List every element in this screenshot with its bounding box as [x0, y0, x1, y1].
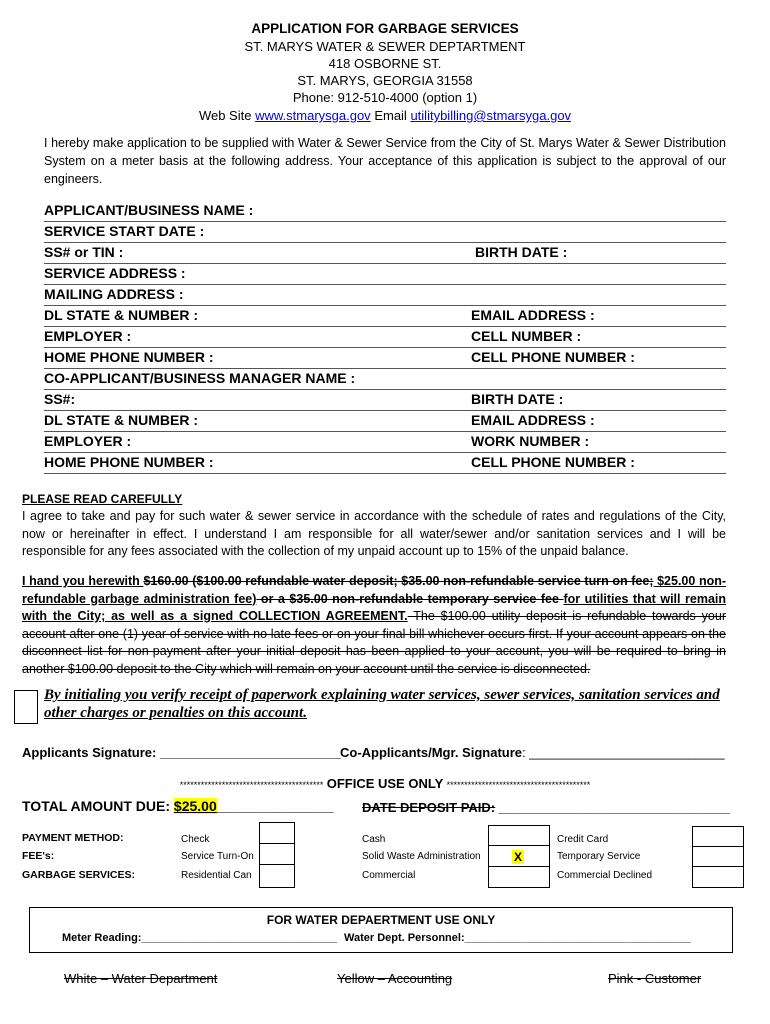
- co-employer-row[interactable]: [44, 431, 726, 453]
- check-option: Check: [181, 834, 210, 845]
- co-birth-date-label: BIRTH DATE :: [471, 391, 564, 407]
- commercial-option: Commercial: [362, 870, 416, 881]
- mailing-address-row[interactable]: [44, 284, 726, 306]
- dl-state-label: DL STATE & NUMBER :: [44, 307, 198, 323]
- fees-label: FEE's:: [22, 850, 55, 862]
- terms-heading: PLEASE READ CAREFULLY: [22, 492, 183, 506]
- initials-box[interactable]: [14, 690, 38, 724]
- form-title: APPLICATION FOR GARBAGE SERVICES: [251, 21, 519, 36]
- web-email-line: [0, 107, 770, 124]
- home-phone-row[interactable]: [44, 347, 726, 369]
- date-deposit-paid[interactable]: [362, 800, 730, 815]
- box-divider-2: [692, 866, 744, 867]
- box-divider-3: [259, 843, 295, 844]
- water-dept-title: FOR WATER DEPAERTMENT USE ONLY: [266, 913, 496, 927]
- co-ss-label: SS#:: [44, 391, 76, 407]
- co-dl-row[interactable]: [44, 410, 726, 432]
- cash-option: Cash: [362, 834, 386, 845]
- email-label: Email: [374, 108, 407, 123]
- co-home-phone-row[interactable]: [44, 452, 726, 474]
- applicant-name-row[interactable]: [44, 200, 726, 222]
- cell-phone-label: CELL PHONE NUMBER :: [471, 349, 635, 365]
- meter-reading-line[interactable]: Meter Reading:________________________________: [62, 932, 338, 944]
- credit-card-option: Credit Card: [557, 834, 609, 845]
- residential-option: Residential Can: [181, 870, 252, 881]
- co-email-label: EMAIL ADDRESS :: [471, 412, 595, 428]
- co-applicant-row[interactable]: [44, 368, 726, 390]
- check-box-column-3[interactable]: [692, 826, 744, 888]
- department-name: ST. MARYS WATER & SEWER DEPTARTMENT: [244, 39, 526, 54]
- mailing-address-label: MAILING ADDRESS :: [44, 286, 184, 302]
- footer-white-copy: White – Water Department: [64, 971, 218, 986]
- footer-yellow-copy: Yellow – Accounting: [337, 971, 453, 986]
- box-divider-1: [692, 846, 744, 847]
- total-line: _______________: [216, 798, 334, 814]
- deposit-struck-amount: $160.00 ($100.00 refundable water deposit; $35.00 non-refundable service turn on fee;: [143, 574, 654, 588]
- office-use-title: OFFICE USE ONLY: [326, 776, 444, 791]
- website-link[interactable]: www.stmarysga.gov: [255, 108, 371, 123]
- commercial-declined-option: Commercial Declined: [557, 870, 653, 881]
- co-signature-label: Co-Applicants/Mgr. Signature: [340, 745, 523, 760]
- street-address: 418 OSBORNE ST.: [328, 56, 442, 71]
- water-dept-box: [29, 907, 733, 953]
- employer-row[interactable]: [44, 326, 726, 348]
- co-home-phone-label: HOME PHONE NUMBER :: [44, 454, 214, 470]
- service-start-label: SERVICE START DATE :: [44, 223, 205, 239]
- co-employer-label: EMPLOYER :: [44, 433, 132, 449]
- applicant-signature-line[interactable]: Applicants Signature: _________________________: [22, 745, 341, 760]
- terms-paragraph: I agree to take and pay for such water & sewer service in accordance with the schedule of rates and regulations of the City, now or hereinafter in effect. I understand I am responsible for all water/sewer and/or sanitation services and I will be responsible for any fees associated with the collection of my unpaid account up to 15% of the unpaid balance.: [22, 509, 726, 558]
- stars-left: *****************************************: [179, 780, 324, 790]
- collection-agreement-text: for utilities that will remain with the City; as well as a signed COLLECTION AGREEMENT.: [22, 591, 727, 623]
- total-label: TOTAL AMOUNT DUE:: [22, 798, 174, 814]
- turn-on-option: Service Turn-On: [181, 851, 254, 862]
- deposit-paid-line: ________________________________: [495, 800, 731, 815]
- email-link[interactable]: utilitybilling@stmarsyga.gov: [410, 108, 572, 123]
- solid-waste-option: Solid Waste Administration: [362, 851, 481, 862]
- deposit-paragraph: [22, 573, 726, 678]
- ss-tin-label: SS# or TIN :: [44, 244, 124, 260]
- applicant-name-label: APPLICANT/BUSINESS NAME :: [44, 202, 254, 218]
- web-label: Web Site: [198, 108, 252, 123]
- email-address-label: EMAIL ADDRESS :: [471, 307, 595, 323]
- intro-paragraph: I hereby make application to be supplied with Water & Sewer Service from the City of St. Marys Water & Sewer Distribution System on a meter basis at the following address. Your acceptance of this application is subject to the approval of our engineers.: [44, 136, 726, 186]
- deposit-paid-label: DATE DEPOSIT PAID:: [362, 800, 496, 815]
- box-divider-5: [488, 845, 550, 846]
- birth-date-label: BIRTH DATE :: [475, 244, 568, 260]
- total-value: $25.00: [173, 798, 217, 814]
- service-address-label: SERVICE ADDRESS :: [44, 265, 186, 281]
- payment-method-label: PAYMENT METHOD:: [22, 832, 124, 844]
- water-personnel-line[interactable]: Water Dept. Personnel:_____________________________________: [344, 932, 691, 944]
- phone-number: Phone: 912-510-4000 (option 1): [292, 90, 478, 105]
- city-address: ST. MARYS, GEORGIA 31558: [297, 73, 473, 88]
- co-cell-phone-label: CELL PHONE NUMBER :: [471, 454, 635, 470]
- employer-label: EMPLOYER :: [44, 328, 132, 344]
- dl-state-row[interactable]: [44, 305, 726, 327]
- ss-tin-row[interactable]: [44, 242, 726, 264]
- home-phone-label: HOME PHONE NUMBER :: [44, 349, 214, 365]
- co-ss-row[interactable]: [44, 389, 726, 411]
- refund-terms-struck: The $100.00 utility deposit is refundable towards your account after one (1) year of service with no late fees or on your final bill whichever occurs first. If your account appears on the disconnect list for non-payment after your initial deposit has been applied to your account, you will be required to bring in another $100.00 deposit to the City which will remain on your account until the service is disconnected.: [22, 609, 726, 676]
- stars-right: *****************************************: [446, 780, 591, 790]
- garbage-services-label: GARBAGE SERVICES:: [22, 869, 135, 881]
- co-work-number-label: WORK NUMBER :: [471, 433, 590, 449]
- service-address-row[interactable]: [44, 263, 726, 285]
- deposit-intro: I hand you herewith: [22, 574, 144, 588]
- total-amount-due: [22, 798, 334, 814]
- cell-number-label: CELL NUMBER :: [471, 328, 582, 344]
- solid-waste-mark: X: [514, 850, 523, 864]
- initials-statement: By initialing you verify receipt of paperwork explaining water services, sewer services, sanitation services and other charges or penalties on this account.: [44, 687, 720, 721]
- footer-pink-copy: Pink - Customer: [608, 971, 702, 986]
- office-use-banner: [0, 776, 770, 791]
- box-divider-6: [488, 866, 550, 867]
- garbage-fee-text: $25.00 non-refundable garbage administration fee): [22, 574, 727, 606]
- temporary-fee-struck: or a $35.00 non-refundable temporary service fee: [256, 591, 564, 606]
- co-signature-line: : ___________________________: [522, 745, 725, 760]
- co-applicant-signature[interactable]: [340, 745, 724, 760]
- service-start-row[interactable]: [44, 221, 726, 243]
- check-box-column-1[interactable]: [259, 822, 295, 888]
- co-dl-label: DL STATE & NUMBER :: [44, 412, 198, 428]
- co-applicant-label: CO-APPLICANT/BUSINESS MANAGER NAME :: [44, 370, 356, 386]
- temporary-service-option: Temporary Service: [557, 851, 641, 862]
- box-divider-4: [259, 864, 295, 865]
